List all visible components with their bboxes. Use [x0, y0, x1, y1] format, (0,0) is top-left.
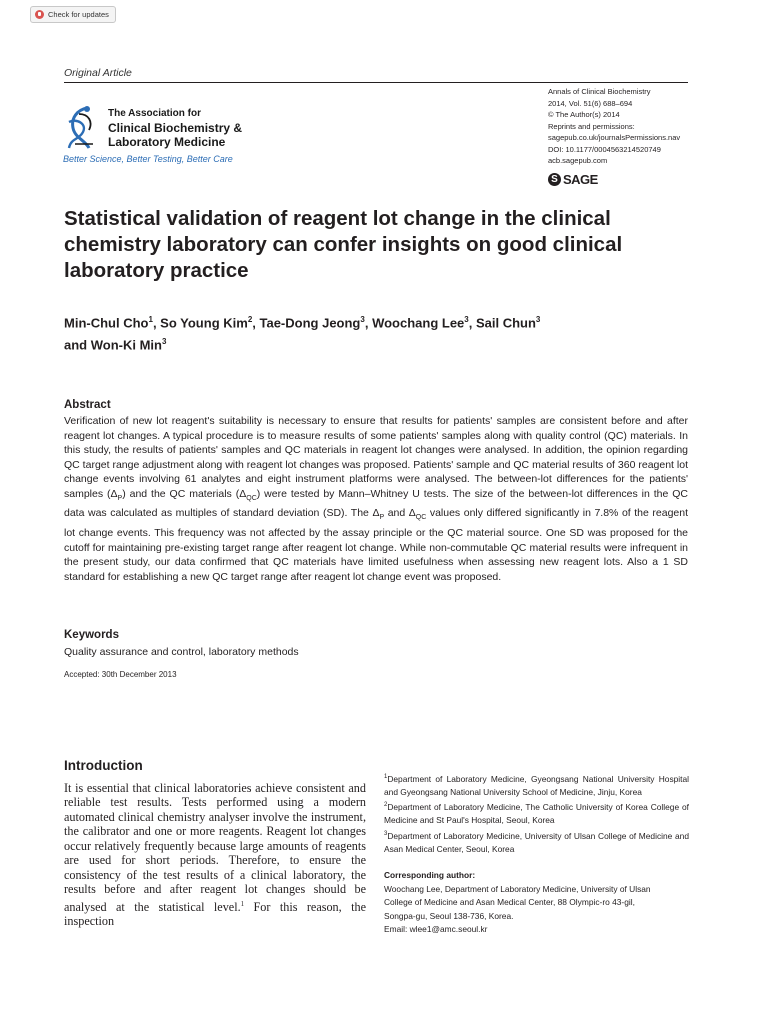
- journal-info: [548, 86, 680, 167]
- acb-logo: [63, 104, 303, 166]
- author-affil-sup: 3: [360, 315, 365, 324]
- affiliation-item: $^3$Department of Laboratory Medicine, University of Ulsan College of Medicine and Asan Medical Center, Seoul, Korea: [384, 830, 689, 854]
- logo-line-2: Clinical Biochemistry &: [108, 121, 243, 135]
- abstract-body: Verification of new lot reagent's suitability is necessary to ensure that results for patients' samples are consistent before and after reagent lot changes. A typical procedure is to measure results of some patients' samples along with quality control (QC) materials. In this study, the results of patients' samples and QC materials in reagent lot changes were analysed. In addition, the opinion regarding QC target range adjustment along with reagent lot changes was proposed. Patients' sample and QC material results of 360 reagent lot change events involving 61 analytes and eight instrument platforms were analysed. The between-lot differences for the patients' samples $(\Delta_P)$ and the QC materials $(\Delta_{QC})$ were tested by Mann–Whitney U tests. The size of the between-lot differences in the QC data was calculated as multiples of standard deviation (SD). The $\Delta_P$ and $\Delta_{QC}$ values only differed significantly in 7.8% of the reagent lot change events. This frequency was not affected by the assay principle or the QC material source. One SD was proposed for the cutoff for maintaining pre-existing target range after reagent lot change. While non-commutable QC material results were infrequent in the present study, our data confirmed that QC materials have limited usefulness when assessing new reagent lots. Also a 1 SD standard for establishing a new QC target range after reagent lot change event was proposed.: [64, 415, 689, 583]
- author-affil-sup: 2: [247, 315, 253, 324]
- affiliations: [384, 771, 689, 856]
- reprints-link[interactable]: sagepub.co.uk/journalsPermissions.nav: [548, 133, 681, 142]
- abstract-heading: Abstract: [64, 399, 111, 411]
- affiliation-item: $^2$Department of Laboratory Medicine, The Catholic University of Korea College of Medicine and St Paul's Hospital, Seoul, Korea: [384, 802, 689, 826]
- article-title: Statistical validation of reagent lot change in the clinical chemistry laboratory can confer insights on good clinical laboratory practice: [64, 207, 623, 282]
- crossmark-icon: [35, 10, 44, 19]
- keywords-heading: Keywords: [64, 629, 119, 641]
- journal-citation: 2014, Vol. 51(6) 688–694: [548, 98, 633, 108]
- check-for-updates-label: Check for updates: [48, 10, 109, 19]
- logo-tagline: Better Science, Better Testing, Better Care: [63, 154, 233, 164]
- author-list: Min-Chul Cho$^1$, So Young Kim$^2$, Tae-Dong Jeong$^3$, Woochang Lee$^3$, Sail Chun$^3$ and Won-Ki Min$^3$: [64, 315, 541, 353]
- journal-site-link[interactable]: acb.sagepub.com: [548, 156, 608, 165]
- logo-line-3: Laboratory Medicine: [108, 135, 226, 149]
- logo-line-1: The Association for: [108, 108, 201, 119]
- corresponding-author: [384, 883, 689, 936]
- author-and: and: [64, 337, 88, 353]
- copyright: © The Author(s) 2014: [548, 110, 620, 119]
- corresponding-line: College of Medicine and Asan Medical Center, 88 Olympic-ro 43-gil,: [384, 897, 635, 908]
- reprints-label: Reprints and permissions:: [548, 121, 635, 131]
- sage-logo: [548, 172, 598, 187]
- author-name[interactable]: Woochang Lee: [372, 315, 465, 331]
- caduceus-logo-icon: [63, 104, 105, 156]
- author-name[interactable]: Tae-Dong Jeong: [259, 315, 361, 331]
- corresponding-author-heading: Corresponding author:: [384, 870, 476, 880]
- journal-name: Annals of Clinical Biochemistry: [548, 87, 651, 96]
- author-affil-sup: 3: [535, 315, 541, 324]
- affiliation-item: $^1$Department of Laboratory Medicine, Gyeongsang National University Hospital and Gyeongsang National University School of Medicine, Jinju, Korea: [384, 773, 689, 798]
- sage-s-icon: S: [548, 173, 561, 186]
- reference-link[interactable]: 1: [240, 899, 245, 908]
- corresponding-line: Woochang Lee, Department of Laboratory Medicine, University of Ulsan: [384, 884, 651, 894]
- author-name[interactable]: So Young Kim: [160, 315, 248, 331]
- author-affil-sup: 1: [148, 315, 153, 324]
- article-type: Original Article: [64, 67, 132, 79]
- author-name[interactable]: Min-Chul Cho: [64, 315, 149, 331]
- author-name[interactable]: Won-Ki Min: [90, 337, 162, 353]
- accepted-date: Accepted: 30th December 2013: [64, 670, 177, 679]
- corresponding-line: Songpa-gu, Seoul 138-736, Korea.: [384, 910, 514, 921]
- corresponding-email-link[interactable]: Email: wlee1@amc.seoul.kr: [384, 923, 488, 934]
- sage-wordmark: SAGE: [563, 172, 598, 187]
- doi-link[interactable]: DOI: 10.1177/0004563214520749: [548, 144, 661, 154]
- keywords-text: Quality assurance and control, laboratory methods: [64, 646, 299, 658]
- introduction-body: It is essential that clinical laboratories achieve consistent and reliable test results. Tests performed using a modern automated clinical chemistry analyser involve the instrument, the calibrator and one or more reagents. Reagent lot changes occur relatively frequently because large amounts of reagents are used for short periods. Therefore, to ensure the consistency of the test results of a clinical laboratory, the results before and after reagent lot changes should be analysed at the statistical level.$^1$ For this reason, the inspection: [64, 781, 366, 929]
- check-for-updates-button[interactable]: [30, 6, 116, 23]
- author-affil-sup: 3: [162, 337, 167, 347]
- header-rule: [64, 82, 688, 83]
- author-affil-sup: 3: [464, 315, 469, 324]
- author-name[interactable]: Sail Chun: [475, 315, 536, 331]
- introduction-heading: Introduction: [64, 758, 143, 773]
